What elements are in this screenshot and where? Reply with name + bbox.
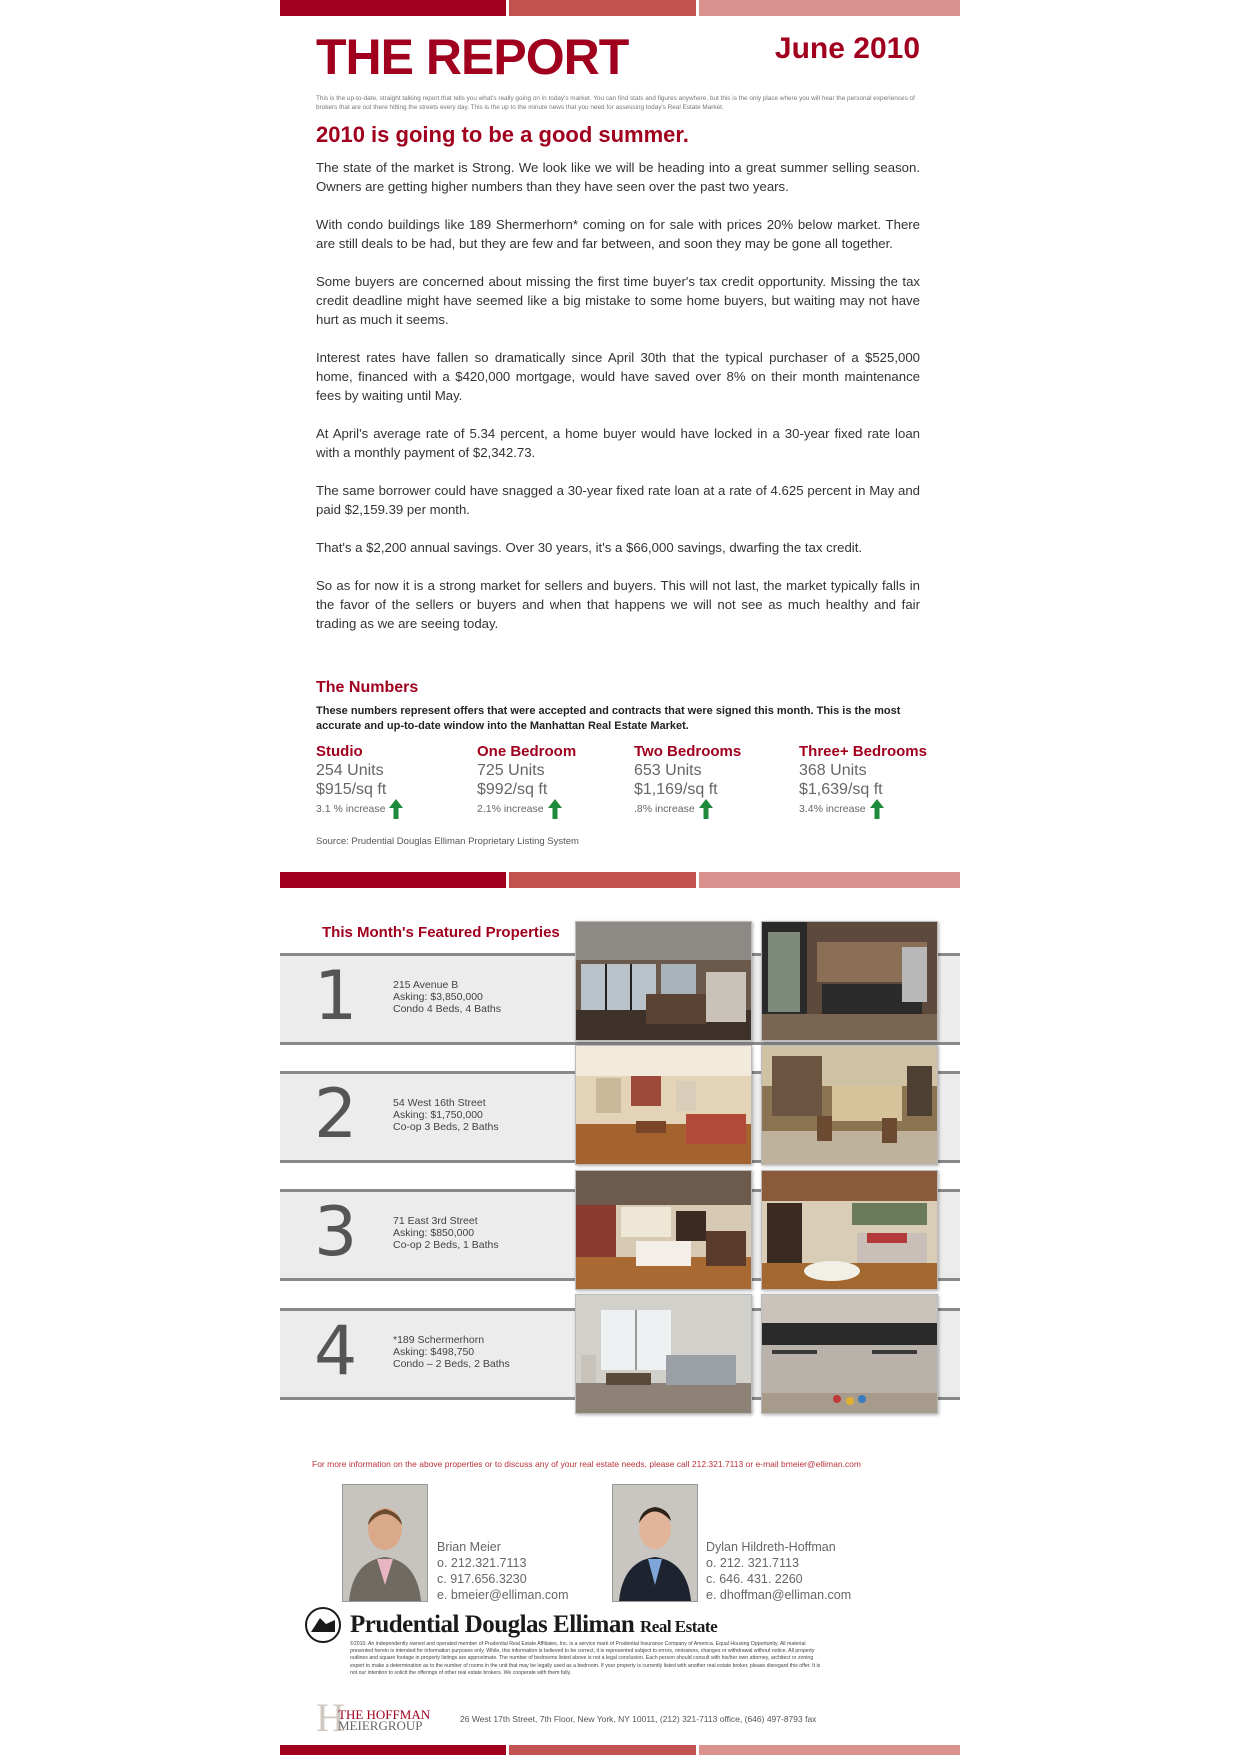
intro-text: This is the up-to-date, straight talking report that tells you what's really going on in today's market. You can find stats and figures anywhere, but this is the only place where you will hear the personal experiences of brokers that are out there hitting the streets every day. This is the up to the minute news that you need for assessing today's Real Estate Market. <box>316 95 915 111</box>
property-info <box>393 979 501 1015</box>
stat-units: 653 Units <box>634 762 702 779</box>
article-body <box>316 158 920 652</box>
group-name-line2: MEIERGROUP <box>338 1718 423 1733</box>
stat-one-bedroom <box>477 742 627 819</box>
report-date: June 2010 <box>774 32 920 65</box>
article-paragraph: At April's average rate of 5.34 percent, a home buyer would have locked in a 30-year fixed rate loan with a monthly payment of $2,342.73. <box>316 426 920 460</box>
brand-name: Prudential Douglas Elliman <box>350 1611 635 1638</box>
brand-logo <box>304 1606 717 1644</box>
stat-increase: 3.4% increase <box>799 803 866 815</box>
rock-logo-icon <box>304 1606 342 1644</box>
agent-cell-phone[interactable]: c. 917.656.3230 <box>437 1572 527 1586</box>
property-number: 2 <box>314 1075 358 1154</box>
agent-card <box>706 1539 851 1603</box>
property-photo[interactable] <box>575 1294 752 1414</box>
stat-increase: 3.1 % increase <box>316 803 386 815</box>
agent-email[interactable]: e. bmeier@elliman.com <box>437 1588 569 1602</box>
article-headline: 2010 is going to be a good summer. <box>316 122 689 147</box>
source-note: Source: Prudential Douglas Elliman Proprietary Listing System <box>316 836 579 847</box>
article-paragraph: Some buyers are concerned about missing the first time buyer's tax credit opportunity. Missing the tax credit deadline might have seemed like a big mistake to some home buyers, but waiting may not have hurt as much it seems. <box>316 274 920 327</box>
numbers-description: These numbers represent offers that were accepted and contracts that were signed this month. This is the most accurate and up-to-date window into the Manhattan Real Estate Market. <box>316 705 901 732</box>
brand-sub: Real Estate <box>640 1617 718 1636</box>
up-arrow-icon <box>389 799 403 819</box>
avatar <box>342 1484 428 1602</box>
divider-color-bar <box>280 872 960 888</box>
stat-price: $915/sq ft <box>316 781 387 798</box>
stat-units: 254 Units <box>316 762 384 779</box>
property-photo[interactable] <box>575 921 752 1041</box>
property-asking: Asking: $1,750,000 <box>393 1109 483 1121</box>
numbers-title: The Numbers <box>316 679 419 696</box>
article-paragraph: That's a $2,200 annual savings. Over 30 years, it's a $66,000 savings, dwarfing the tax credit. <box>316 540 863 555</box>
property-asking: Asking: $3,850,000 <box>393 991 483 1003</box>
stat-two-bedrooms <box>634 742 784 819</box>
top-color-bar <box>280 0 960 16</box>
property-photo[interactable] <box>761 1045 938 1165</box>
property-number: 3 <box>314 1193 358 1272</box>
agent-name: Brian Meier <box>437 1540 501 1554</box>
up-arrow-icon <box>870 799 884 819</box>
property-address: *189 Schermerhorn <box>393 1334 485 1346</box>
agent-card <box>437 1539 568 1603</box>
property-details: Co-op 3 Beds, 2 Baths <box>393 1121 499 1133</box>
property-photo[interactable] <box>761 1294 938 1414</box>
stat-price: $992/sq ft <box>477 781 548 798</box>
up-arrow-icon <box>548 799 562 819</box>
article-paragraph: The same borrower could have snagged a 30-year fixed rate loan at a rate of 4.625 percent in May and paid $2,159.39 per month. <box>316 483 920 517</box>
agent-name: Dylan Hildreth-Hoffman <box>706 1540 836 1554</box>
property-photo[interactable] <box>575 1045 752 1165</box>
stats-row <box>316 742 926 822</box>
agent-email[interactable]: e. dhoffman@elliman.com <box>706 1588 852 1602</box>
article-paragraph: The state of the market is Strong. We look like we will be heading into a great summer selling season. Owners are getting higher numbers than they have seen over the past two years. <box>316 160 920 194</box>
stat-increase: 2.1% increase <box>477 803 544 815</box>
property-details: Condo 4 Beds, 4 Baths <box>393 1003 501 1015</box>
stat-increase: .8% increase <box>634 803 695 815</box>
up-arrow-icon <box>699 799 713 819</box>
stat-units: 725 Units <box>477 762 545 779</box>
stat-label: Studio <box>316 743 363 760</box>
avatar <box>612 1484 698 1602</box>
report-title: THE REPORT <box>316 29 629 85</box>
property-info <box>393 1097 499 1133</box>
property-asking: Asking: $498,750 <box>393 1346 475 1358</box>
stat-label: One Bedroom <box>477 743 577 760</box>
property-address: 215 Avenue B <box>393 979 459 991</box>
group-logo-text <box>338 1709 430 1731</box>
article-paragraph: Interest rates have fallen so dramatically since April 30th that the typical purchaser of a $525,000 home, financed with a $420,000 mortgage, would have saved over 8% on their month maintenance fees by waiting until May. <box>316 350 920 403</box>
legal-disclaimer: ©2010. An independently owned and operated member of Prudential Real Estate Affiliates, Inc. is a service mark of Prudential Insurance Company of America. Equal Housing Opportunity. All material presented herein is intended for information purposes only. While, this information is believed to be correct, it is represented subject to errors, omissions, changes or withdrawal without notice. All property outlines and square footage in property listings are approximate. The number of bedrooms listed above is not a legal conclusion. Each person should consult with his/her own attorney, architect or zoning expert to make a determination as to the number of rooms in the unit that may be legally used as a bedroom. If your property is currently listed with another real estate broker, please disregard this offer. It is not our intention to solicit the offerings of other real estate brokers. We cooperate with them fully. <box>350 1641 821 1676</box>
property-asking: Asking: $850,000 <box>393 1227 475 1239</box>
featured-title: This Month's Featured Properties <box>322 924 560 941</box>
bottom-color-bar <box>280 1745 960 1755</box>
property-address: 71 East 3rd Street <box>393 1215 478 1227</box>
stat-price: $1,639/sq ft <box>799 781 883 798</box>
stat-label: Three+ Bedrooms <box>799 743 927 760</box>
report-page <box>280 0 960 1755</box>
property-details: Condo – 2 Beds, 2 Baths <box>393 1358 510 1370</box>
property-photo[interactable] <box>761 921 938 1041</box>
agent-office-phone[interactable]: o. 212.321.7113 <box>437 1556 527 1570</box>
property-info <box>393 1334 510 1370</box>
property-number: 1 <box>314 957 358 1036</box>
property-photo[interactable] <box>575 1170 752 1290</box>
contact-line: For more information on the above properties or to discuss any of your real estate needs, please call 212.321.7113 or e-mail bmeier@elliman.com <box>312 1459 861 1469</box>
agent-office-phone[interactable]: o. 212. 321.7113 <box>706 1556 799 1570</box>
article-paragraph: So as for now it is a strong market for sellers and buyers. This will not last, the market typically falls in the favor of the sellers or buyers and when that happens we will not see as much healthy and fair trading as we are seeing today. <box>316 578 920 631</box>
stat-three-plus-bedrooms <box>799 742 949 819</box>
group-name-line1: THE HOFFMAN <box>338 1707 431 1722</box>
svg-text:H: H <box>316 1697 345 1735</box>
article-paragraph: With condo buildings like 189 Shermerhorn* coming on for sale with prices 20% below market. There are still deals to be had, but they are few and far between, and soon they may be gone all together. <box>316 217 920 251</box>
stat-price: $1,169/sq ft <box>634 781 718 798</box>
property-number: 4 <box>314 1312 358 1391</box>
property-details: Co-op 2 Beds, 1 Baths <box>393 1239 499 1251</box>
stat-units: 368 Units <box>799 762 867 779</box>
office-address: 26 West 17th Street, 7th Floor, New York, NY 10011, (212) 321-7113 office, (646) 497-8793 fax <box>460 1714 817 1724</box>
property-address: 54 West 16th Street <box>393 1097 486 1109</box>
stat-label: Two Bedrooms <box>634 743 742 760</box>
stat-studio <box>316 742 466 819</box>
agent-cell-phone[interactable]: c. 646. 431. 2260 <box>706 1572 803 1586</box>
property-info <box>393 1215 499 1251</box>
property-photo[interactable] <box>761 1170 938 1290</box>
